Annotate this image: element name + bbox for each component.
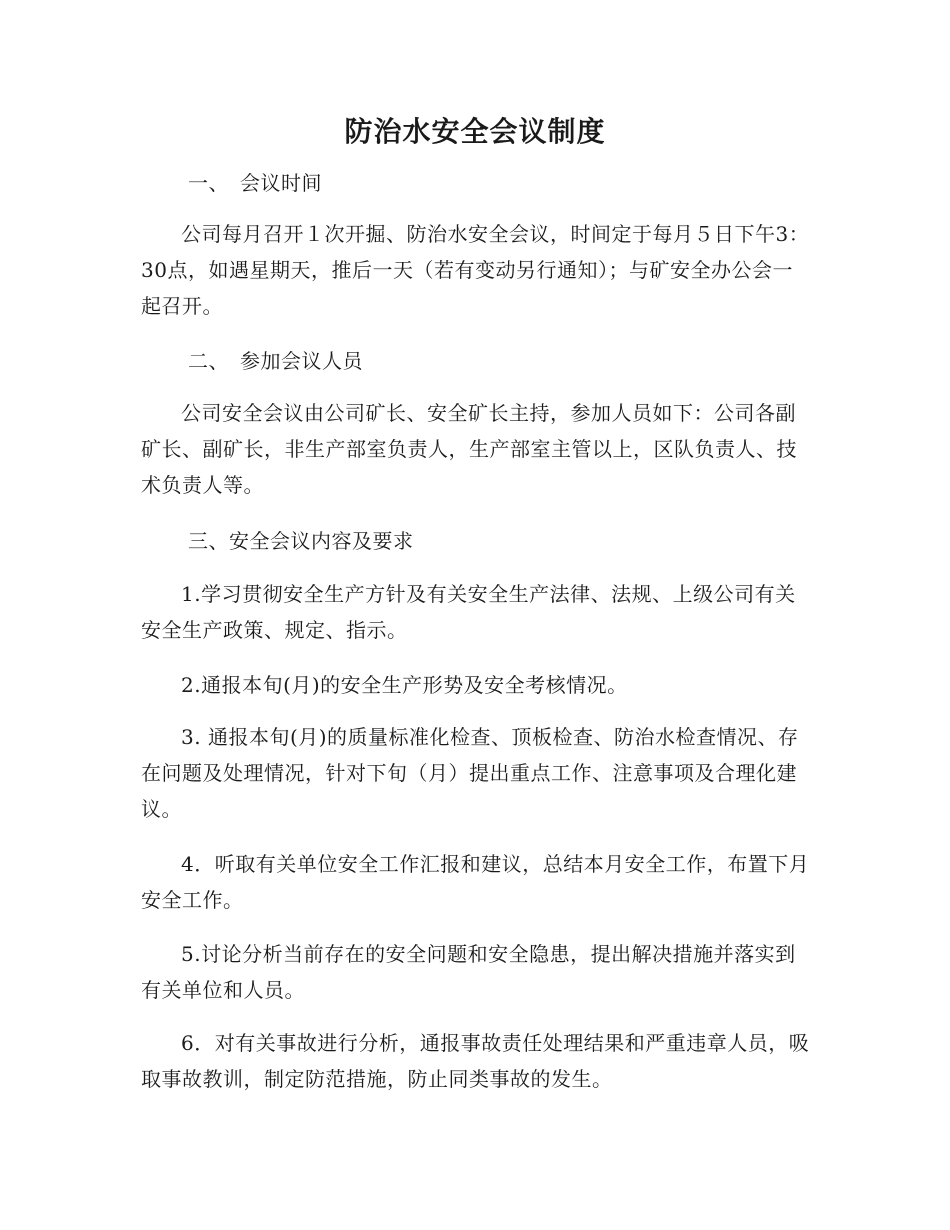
list-item: 2.通报本旬(月)的安全生产形势及安全考核情况。 [181, 673, 628, 697]
section-title: 参加会议人员 [240, 349, 363, 373]
paragraph: 公司每月召开１次开掘、防治水安全会议，时间定于每月５日下午3：30点，如遇星期天，推后一天（若有变动另行通知）；与矿安全办公会一起召开。 [141, 222, 810, 318]
item-1 [141, 576, 813, 648]
item-5 [141, 936, 813, 1008]
document-title: 防治水安全会议制度 [344, 115, 606, 148]
section-title: 安全会议内容及要求 [229, 529, 414, 553]
section-1-body [141, 216, 813, 324]
list-item: 6．对有关事故进行分析，通报事故责任处理结果和严重违章人员，吸取事故教训，制定防范措施，防止同类事故的发生。 [141, 1031, 810, 1091]
paragraph: 公司安全会议由公司矿长、安全矿长主持，参加人员如下：公司各副矿长、副矿长，非生产部室负责人，生产部室主管以上，区队负责人、技术负责人等。 [141, 401, 797, 497]
section-2-body [141, 395, 813, 503]
list-item: 4．听取有关单位安全工作汇报和建议，总结本月安全工作，布置下月安全工作。 [141, 852, 810, 912]
section-number: 三、 [188, 529, 229, 553]
section-heading-2 [188, 343, 363, 379]
list-item: 5.讨论分析当前存在的安全问题和安全隐患，提出解决措施并落实到有关单位和人员。 [141, 942, 796, 1002]
section-number: 二、 [188, 349, 229, 373]
list-item: 3. 通报本旬(月)的质量标准化检查、顶板检查、防治水检查情况、存在问题及处理情况，针对下旬（月）提出重点工作、注意事项及合理化建议。 [141, 725, 799, 821]
section-heading-1 [188, 165, 322, 201]
list-item: 1.学习贯彻安全生产方针及有关安全生产法律、法规、上级公司有关安全生产政策、规定、指示。 [141, 582, 796, 642]
item-2 [141, 667, 813, 703]
section-title: 会议时间 [240, 171, 322, 195]
item-3 [141, 719, 813, 827]
section-heading-3 [188, 523, 414, 559]
item-6 [141, 1025, 813, 1097]
item-4 [141, 846, 813, 918]
section-number: 一、 [188, 171, 229, 195]
